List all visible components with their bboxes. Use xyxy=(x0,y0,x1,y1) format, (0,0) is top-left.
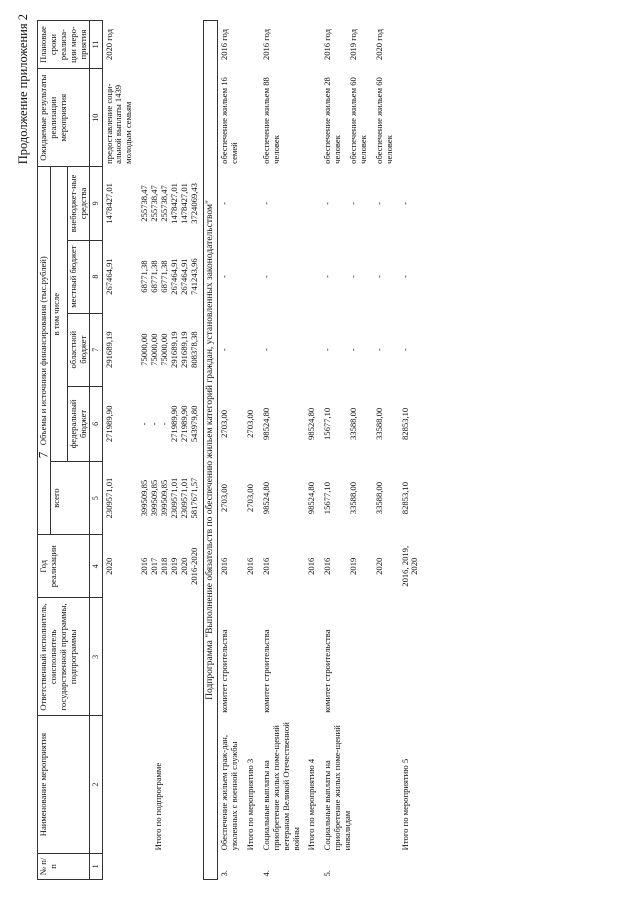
subtotal-federal-value: 271989,90 xyxy=(168,405,179,443)
subtotal-local-value: 267464,91 xyxy=(178,258,189,295)
cell-total: 15677,10 xyxy=(322,481,333,515)
cell-regional: - xyxy=(219,348,230,352)
cell-exec: комитет строительства xyxy=(219,629,230,713)
subtotal-year: 2019 xyxy=(168,557,179,575)
table-row xyxy=(305,21,321,880)
col-number: 1 xyxy=(90,853,102,879)
cell-local: - xyxy=(373,275,384,279)
cell-total: 33588,00 xyxy=(348,481,359,515)
cell-extra: - xyxy=(348,201,359,205)
subtotal-extra-value: 1478427,01 xyxy=(168,183,179,224)
cell-regional: - xyxy=(322,348,333,352)
subtotal-total-value: 2309571,01 xyxy=(168,477,179,519)
sum-extra: - xyxy=(399,201,410,205)
cell-name: Обеспечение жильем граж-дан, уволенных с военной службы xyxy=(219,734,240,851)
cell-federal: 2703,00 xyxy=(219,409,230,438)
cell-extra: - xyxy=(373,201,384,205)
cell-exec: комитет строительства xyxy=(322,629,333,713)
cell-no: 5. xyxy=(322,870,333,877)
cell-local: - xyxy=(260,275,271,279)
subtotal-federal xyxy=(138,386,204,461)
cell-regional: - xyxy=(260,348,271,352)
header-federal: федеральный бюджет xyxy=(67,386,90,461)
sum-name: Итого по мероприятию 5 xyxy=(399,758,410,851)
subtotal-local-value: 68771,38 xyxy=(149,260,160,293)
subprogram-title: Подпрограмма "Выполнение обязательств по обеспечению жильем категорий граждан, установленных законодательством" xyxy=(204,21,218,880)
continuation-label: Продолжение приложения 2 xyxy=(16,14,30,165)
subprogram-row xyxy=(204,21,218,880)
cell-extra: - xyxy=(322,201,333,205)
cell-name: Социальные выплаты на приобретение жилых поме-щений ветеранам Великой Отечественной войны xyxy=(260,722,301,851)
sum-regional: - xyxy=(399,348,410,352)
subtotal-year: 2017 xyxy=(149,557,160,575)
header-incl: в том числе xyxy=(50,167,67,462)
col-number: 4 xyxy=(90,535,102,598)
page-number: 7 xyxy=(35,451,51,459)
cell-no: 4. xyxy=(260,870,271,877)
cell-regional: - xyxy=(373,348,384,352)
header-deadline: Плановые сроки реализа-ции меро-приятия xyxy=(38,21,90,69)
subtotal-total-value: 5817671,57 xyxy=(188,477,199,519)
cell-regional: - xyxy=(348,348,359,352)
cell-result: обеспечение жильем 60 человек xyxy=(373,77,394,164)
rotated-page xyxy=(15,10,630,890)
sum-federal: 2703,00 xyxy=(245,409,256,438)
col-number: 8 xyxy=(90,240,102,313)
cell-local: 267464,91 xyxy=(103,258,114,295)
col-number: 10 xyxy=(90,69,102,167)
cell-year: 2020 xyxy=(103,557,114,575)
cell-federal: 33588,00 xyxy=(373,407,384,440)
sum-name: Итого по мероприятию 4 xyxy=(306,758,317,851)
cell-deadline: 2016 год xyxy=(260,29,271,61)
subtotal-regional-value: 75000,00 xyxy=(149,333,160,366)
cell-extra: 1478427,01 xyxy=(103,183,114,224)
cell-result: обеспечение жильем 60 человек xyxy=(348,77,368,164)
subtotal-total xyxy=(138,462,204,535)
subtotal-regional-value: 291689,19 xyxy=(168,331,179,368)
subtotal-federal-value: 543979,80 xyxy=(188,405,199,443)
subtotal-total-value: 399509,85 xyxy=(158,479,169,517)
cell-no: 3. xyxy=(219,870,230,877)
cell-total: 98524,80 xyxy=(260,481,271,515)
subtotal-extra-value: 1478427,01 xyxy=(178,183,189,224)
subtotal-federal-value: - xyxy=(158,422,169,426)
cell-year: 2019 xyxy=(348,557,359,575)
cell-year: 2016 xyxy=(260,557,271,575)
sum-name: Итого по мероприятию 3 xyxy=(245,758,256,851)
subtotal-year: 2016 xyxy=(139,557,150,575)
cell-federal: 271989,90 xyxy=(103,405,114,443)
sum-year: 2016, 2019, 2020 xyxy=(399,545,420,587)
col-number: 6 xyxy=(90,386,102,461)
col-number: 11 xyxy=(90,21,102,69)
subtotal-local xyxy=(138,240,204,313)
cell-total: 2309571,01 xyxy=(103,477,114,519)
cell-federal: 33588,00 xyxy=(348,407,359,440)
header-no: № п/п xyxy=(38,853,90,879)
header-exec: Ответственный исполнитель, соисполнитель государственной программы, подпрограммы xyxy=(38,598,90,716)
cell-result: обеспечение жильем 28 человек xyxy=(322,77,343,164)
subtotal-year: 2018 xyxy=(158,557,169,575)
cell-extra: - xyxy=(219,201,230,205)
subtotal-federal-value: - xyxy=(149,422,160,426)
table-row xyxy=(399,21,425,880)
subtotal-local-value: 68771,38 xyxy=(158,260,169,293)
sum-year: 2016 xyxy=(306,557,317,575)
subtotal-regional-value: 75000,00 xyxy=(158,333,169,366)
cell-federal: 98524,80 xyxy=(260,407,271,440)
cell-local: - xyxy=(348,275,359,279)
subtotal-year: 2020 xyxy=(178,557,189,575)
header-extra: внебюджет-ные средства xyxy=(67,167,90,240)
subtotal-extra-value: 255738,47 xyxy=(149,185,160,222)
cell-extra: - xyxy=(260,201,271,205)
cell-local: - xyxy=(322,275,333,279)
cell-deadline: 2016 год xyxy=(322,29,333,61)
sum-federal: 82853,10 xyxy=(399,407,410,440)
cell-year: 2016 xyxy=(219,557,230,575)
col-number: 9 xyxy=(90,167,102,240)
sum-total: 98524,80 xyxy=(306,481,317,515)
cell-deadline: 2020 год xyxy=(103,29,114,61)
cell-total: 2703,00 xyxy=(219,484,230,513)
sum-federal: 98524,80 xyxy=(306,407,317,440)
sum-local: - xyxy=(399,275,410,279)
subtotal-extra-value: 255738,47 xyxy=(139,185,150,222)
subtotal-total-value: 2309571,01 xyxy=(178,477,189,519)
table-row xyxy=(102,21,138,880)
cell-name: Социальные выплаты на приобретение жилых поме-щений инвалидам xyxy=(322,725,353,851)
subtotal-total-value: 399509,85 xyxy=(139,479,150,517)
header-local: местный бюджет xyxy=(67,240,90,313)
cell-total: 33588,00 xyxy=(373,481,384,515)
col-number: 7 xyxy=(90,313,102,386)
subtotal-local-value: 741243,96 xyxy=(188,258,199,295)
subtotal-regional-value: 75000,00 xyxy=(139,333,150,366)
subtotal-year: 2016-2020 xyxy=(188,547,199,585)
cell-year: 2016 xyxy=(322,557,333,575)
subtotal-federal-value: 271989,90 xyxy=(178,405,189,443)
header-funding: Объемы и источники финансирования (тыс.рублей) xyxy=(38,167,51,535)
cell-year: 2020 xyxy=(373,557,384,575)
header-total: всего xyxy=(50,462,90,535)
col-number: 3 xyxy=(90,598,102,716)
sum-year: 2016 xyxy=(245,557,256,575)
cell-federal: 15677,10 xyxy=(322,407,333,440)
cell-deadline: 2019 год xyxy=(348,29,359,61)
subtotal-extra xyxy=(138,167,204,240)
subtotal-years xyxy=(138,535,204,598)
cell-deadline: 2016 год xyxy=(219,29,230,61)
subtotal-local-value: 267464,91 xyxy=(168,258,179,295)
cell-local: - xyxy=(219,275,230,279)
header-year: Год реализации xyxy=(38,535,90,598)
cell-result: обеспечение жильем 16 семей xyxy=(219,77,240,164)
header-regional: областной бюджет xyxy=(67,313,90,386)
cell-result: обеспечение жильем 88 человек xyxy=(260,77,281,164)
cell-result: предоставление соци-альной выплаты 1439 молодым семьям xyxy=(103,83,134,164)
col-number: 5 xyxy=(90,462,102,535)
subtotal-extra-value: 3724069,43 xyxy=(188,183,199,224)
funding-table xyxy=(37,20,424,880)
table-row xyxy=(260,21,306,880)
subtotal-name: Итого по подпрограмме xyxy=(152,762,163,851)
subtotal-regional xyxy=(138,313,204,386)
subtotal-local-value: 68771,38 xyxy=(139,260,150,293)
sum-total: 2703,00 xyxy=(245,484,256,513)
subtotal-regional-value: 291689,19 xyxy=(178,331,189,368)
subtotal-regional-value: 808378,38 xyxy=(188,331,199,368)
header-result: Ожидаемые результаты реализации мероприятия xyxy=(38,69,90,167)
sum-total: 82853,10 xyxy=(399,481,410,515)
table-row xyxy=(321,21,347,880)
cell-exec: комитет строительства xyxy=(260,629,271,713)
table-row xyxy=(244,21,260,880)
cell-deadline: 2020 год xyxy=(373,29,384,61)
subtotal-total-value: 399509,85 xyxy=(149,479,160,517)
table-row xyxy=(218,21,244,880)
subtotal-extra-value: 255738,47 xyxy=(158,185,169,222)
col-number: 2 xyxy=(90,716,102,854)
cell-regional: 291689,19 xyxy=(103,331,114,368)
subtotal-federal-value: - xyxy=(139,422,150,426)
header-name: Наименование мероприятия xyxy=(38,716,90,854)
